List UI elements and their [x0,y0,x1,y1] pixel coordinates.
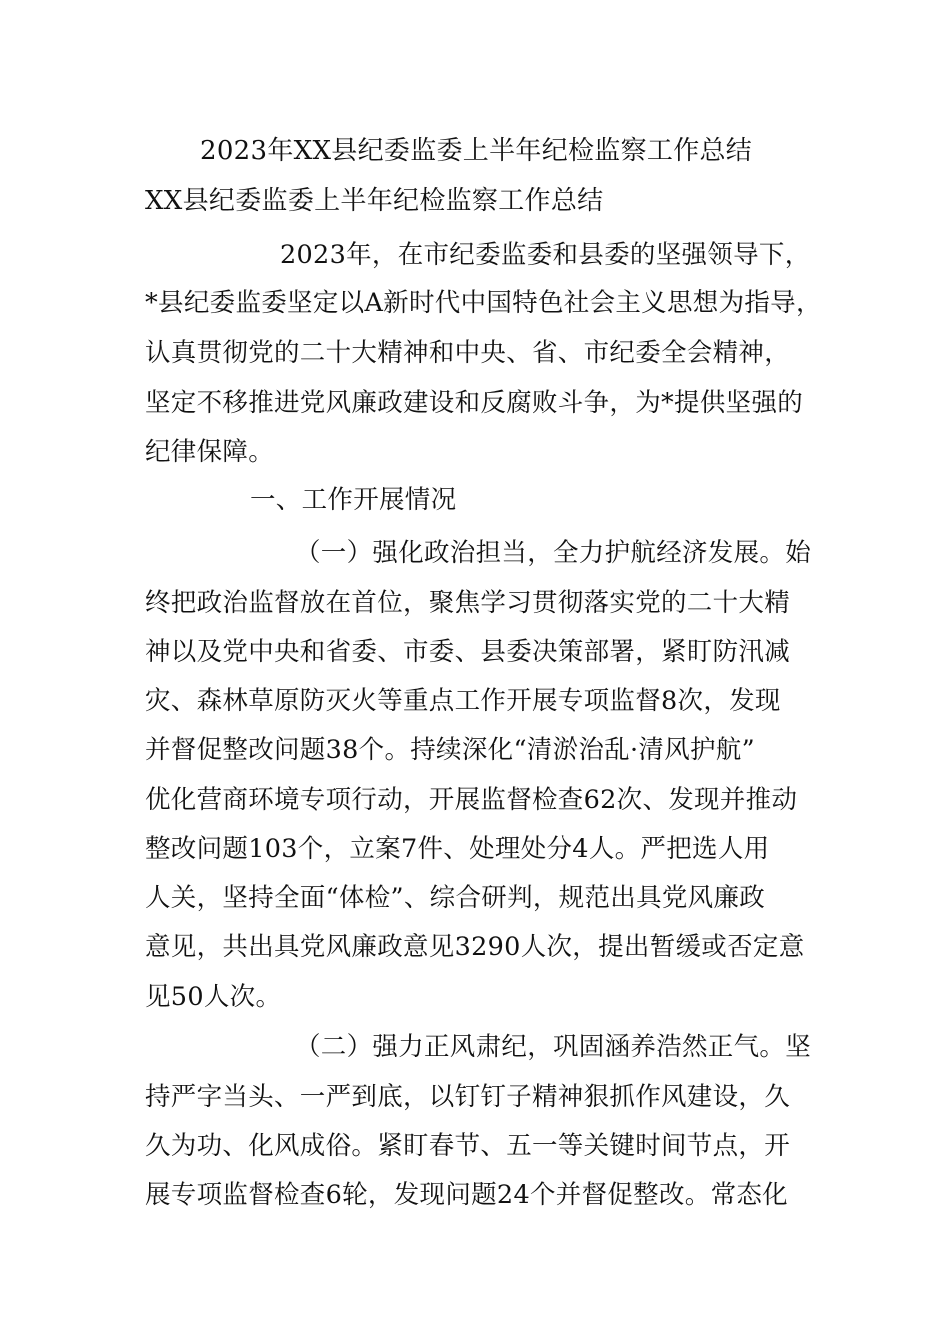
intro-line: 认真贯彻党的二十大精神和中央、省、市纪委全会精神， [145,338,791,368]
paragraph-line: 优化营商环境专项行动，开展监督检查62次、发现并推动 [145,785,798,815]
paragraph-line: 人关，坚持全面“体检”、综合研判，规范出具党风廉政 [145,883,766,913]
paragraph-line: 神以及党中央和省委、市委、县委决策部署，紧盯防汛减 [145,637,791,667]
document-subtitle: XX县纪委监委上半年纪检监察工作总结 [145,186,604,216]
intro-line: 坚定不移推进党风廉政建设和反腐败斗争，为*提供坚强的 [145,388,804,418]
paragraph-line: 持严字当头、一严到底，以钉钉子精神狠抓作风建设，久 [145,1082,791,1112]
paragraph-line: 久为功、化风成俗。紧盯春节、五一等关键时间节点，开 [145,1131,791,1161]
paragraph-line: （一）强化政治担当，全力护航经济发展。始 [295,538,812,568]
paragraph-line: 整改问题103个，立案7件、处理处分4人。严把选人用 [145,834,770,864]
paragraph-line: 终把政治监督放在首位，聚焦学习贯彻落实党的二十大精 [145,588,791,618]
paragraph-line: 意见，共出具党风廉政意见3290人次，提出暂缓或否定意 [145,932,805,962]
intro-line: 2023年，在市纪委监委和县委的坚强领导下， [280,240,811,270]
paragraph-line: 灾、森林草原防灭火等重点工作开展专项监督8次，发现 [145,686,781,716]
paragraph-line: 并督促整改问题38个。持续深化“清淤治乱·清风护航” [145,735,755,765]
paragraph-line: 展专项监督检查6轮，发现问题24个并督促整改。常态化 [145,1180,788,1210]
document-title: 2023年XX县纪委监委上半年纪检监察工作总结 [200,136,753,166]
paragraph-line: （二）强力正风肃纪，巩固涵养浩然正气。坚 [295,1032,812,1062]
paragraph-line: 见50人次。 [145,982,282,1012]
intro-line: *县纪委监委坚定以A新时代中国特色社会主义思想为指导， [145,288,822,318]
section-heading: 一、工作开展情况 [250,485,457,515]
intro-line: 纪律保障。 [145,437,275,467]
